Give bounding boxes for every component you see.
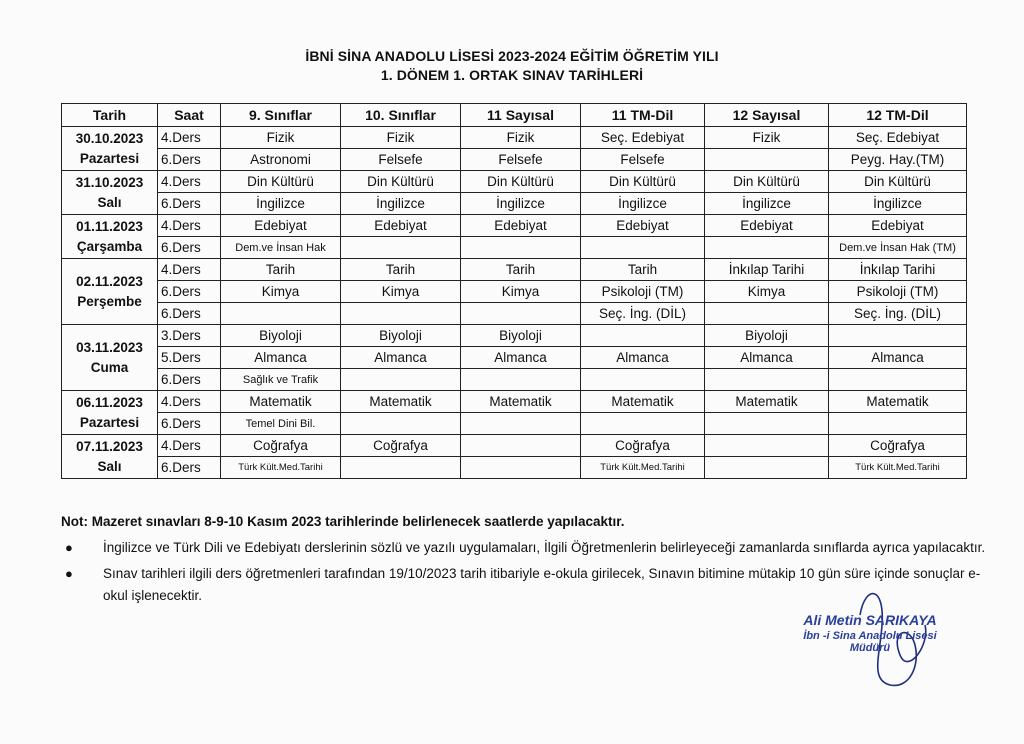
date-text: 06.11.2023 bbox=[76, 394, 143, 410]
exam-cell: Kimya bbox=[705, 281, 829, 303]
exam-cell: Tarih bbox=[221, 259, 341, 281]
exam-cell: Edebiyat bbox=[461, 215, 581, 237]
exam-cell: Tarih bbox=[341, 259, 461, 281]
weekday-text: Pazartesi bbox=[79, 150, 140, 166]
exam-cell: Coğrafya bbox=[341, 435, 461, 457]
column-header: 9. Sınıflar bbox=[221, 104, 341, 127]
period-cell: 6.Ders bbox=[158, 457, 221, 479]
exam-cell bbox=[581, 413, 705, 435]
exam-cell: İnkılap Tarihi bbox=[829, 259, 967, 281]
exam-cell: Astronomi bbox=[221, 149, 341, 171]
exam-cell: Almanca bbox=[581, 347, 705, 369]
period-cell: 4.Ders bbox=[158, 171, 221, 193]
exam-cell: Seç. İng. (DİL) bbox=[581, 303, 705, 325]
weekday-text: Çarşamba bbox=[76, 238, 143, 254]
exam-cell: Felsefe bbox=[581, 149, 705, 171]
exam-cell: Matematik bbox=[341, 391, 461, 413]
exam-cell: Almanca bbox=[221, 347, 341, 369]
exam-cell: Türk Kült.Med.Tarihi bbox=[829, 457, 967, 479]
exam-cell bbox=[341, 457, 461, 479]
exam-cell: Fizik bbox=[221, 127, 341, 149]
exam-cell: Biyoloji bbox=[461, 325, 581, 347]
period-cell: 6.Ders bbox=[158, 149, 221, 171]
period-cell: 4.Ders bbox=[158, 215, 221, 237]
document-title: İBNİ SİNA ANADOLU LİSESİ 2023-2024 EĞİTİM ÖĞRETİM YILI bbox=[305, 48, 719, 64]
period-cell: 5.Ders bbox=[158, 347, 221, 369]
weekday-text: Salı bbox=[97, 194, 122, 210]
exam-cell: Dem.ve İnsan Hak bbox=[221, 237, 341, 259]
table-row bbox=[62, 325, 967, 347]
exam-cell: Edebiyat bbox=[341, 215, 461, 237]
period-cell: 4.Ders bbox=[158, 435, 221, 457]
exam-cell: Din Kültürü bbox=[829, 171, 967, 193]
exam-cell: Psikoloji (TM) bbox=[829, 281, 967, 303]
exam-cell: Temel Dini Bil. bbox=[221, 413, 341, 435]
exam-cell: Felsefe bbox=[341, 149, 461, 171]
exam-cell: Biyoloji bbox=[221, 325, 341, 347]
period-cell: 4.Ders bbox=[158, 127, 221, 149]
exam-cell: Matematik bbox=[705, 391, 829, 413]
period-cell: 6.Ders bbox=[158, 237, 221, 259]
exam-cell bbox=[221, 303, 341, 325]
exam-cell: Almanca bbox=[461, 347, 581, 369]
exam-cell: İngilizce bbox=[461, 193, 581, 215]
date-cell bbox=[62, 259, 158, 325]
period-cell: 6.Ders bbox=[158, 281, 221, 303]
principal-name: Ali Metin SARIKAYA bbox=[803, 612, 937, 628]
exam-cell bbox=[705, 457, 829, 479]
date-text: 03.11.2023 bbox=[76, 339, 143, 355]
note-bullet-2-text: Sınav tarihleri ilgili ders öğretmenleri tarafından 19/10/2023 tarih itibariyle e-okula girilecek, Sınavın bitimine mütakip 10 gün süre içinde sonuçlar e-okul işlenecektir. bbox=[103, 566, 981, 603]
exam-cell: Coğrafya bbox=[581, 435, 705, 457]
exam-cell bbox=[705, 237, 829, 259]
exam-cell: Din Kültürü bbox=[581, 171, 705, 193]
exam-cell bbox=[829, 413, 967, 435]
exam-cell: Seç. İng. (DİL) bbox=[829, 303, 967, 325]
bullet-icon: ● bbox=[65, 540, 73, 555]
exam-cell bbox=[461, 413, 581, 435]
period-cell: 6.Ders bbox=[158, 193, 221, 215]
date-cell bbox=[62, 215, 158, 259]
exam-cell bbox=[705, 149, 829, 171]
exam-cell bbox=[461, 303, 581, 325]
exam-cell: İngilizce bbox=[221, 193, 341, 215]
date-cell bbox=[62, 391, 158, 435]
exam-cell bbox=[705, 435, 829, 457]
exam-cell bbox=[461, 237, 581, 259]
exam-cell bbox=[461, 457, 581, 479]
period-cell: 6.Ders bbox=[158, 303, 221, 325]
column-header: Saat bbox=[158, 104, 221, 127]
school-name: İbn -i Sina Anadolu Lisesi bbox=[803, 630, 937, 642]
note-bullet-1 bbox=[61, 537, 991, 559]
exam-cell: Edebiyat bbox=[829, 215, 967, 237]
table-row bbox=[62, 215, 967, 237]
exam-cell: Tarih bbox=[581, 259, 705, 281]
weekday-text: Salı bbox=[97, 458, 122, 474]
weekday-text: Perşembe bbox=[77, 293, 142, 309]
date-text: 30.10.2023 bbox=[75, 130, 144, 146]
column-header: Tarih bbox=[62, 104, 158, 127]
table-row bbox=[62, 127, 967, 149]
exam-cell: İngilizce bbox=[341, 193, 461, 215]
exam-cell: Dem.ve İnsan Hak (TM) bbox=[829, 237, 967, 259]
exam-cell bbox=[581, 325, 705, 347]
table-row bbox=[62, 391, 967, 413]
exam-cell: Din Kültürü bbox=[341, 171, 461, 193]
exam-cell: Türk Kült.Med.Tarihi bbox=[221, 457, 341, 479]
exam-cell: İnkılap Tarihi bbox=[705, 259, 829, 281]
exam-schedule-table bbox=[61, 103, 967, 479]
column-header: 10. Sınıflar bbox=[341, 104, 461, 127]
table-row bbox=[62, 193, 967, 215]
exam-cell bbox=[341, 237, 461, 259]
date-text: 01.11.2023 bbox=[76, 218, 143, 234]
table-row bbox=[62, 303, 967, 325]
exam-cell: İngilizce bbox=[705, 193, 829, 215]
column-header: 12 Sayısal bbox=[705, 104, 829, 127]
table-row bbox=[62, 369, 967, 391]
period-cell: 6.Ders bbox=[158, 413, 221, 435]
exam-cell: Matematik bbox=[829, 391, 967, 413]
exam-cell bbox=[461, 435, 581, 457]
exam-cell: Psikoloji (TM) bbox=[581, 281, 705, 303]
exam-cell: Edebiyat bbox=[705, 215, 829, 237]
exam-cell: Coğrafya bbox=[829, 435, 967, 457]
table-row bbox=[62, 259, 967, 281]
exam-cell bbox=[341, 303, 461, 325]
document-subtitle: 1. DÖNEM 1. ORTAK SINAV TARİHLERİ bbox=[380, 67, 644, 83]
exam-cell bbox=[461, 369, 581, 391]
column-header: 11 Sayısal bbox=[461, 104, 581, 127]
exam-cell bbox=[705, 303, 829, 325]
exam-cell: Kimya bbox=[221, 281, 341, 303]
exam-cell bbox=[581, 369, 705, 391]
table-row bbox=[62, 413, 967, 435]
exam-cell: İngilizce bbox=[581, 193, 705, 215]
exam-cell: Coğrafya bbox=[221, 435, 341, 457]
weekday-text: Cuma bbox=[90, 359, 129, 375]
date-cell bbox=[62, 127, 158, 171]
table-row bbox=[62, 281, 967, 303]
date-text: 07.11.2023 bbox=[76, 438, 143, 454]
exam-cell: Matematik bbox=[581, 391, 705, 413]
exam-cell: Peyg. Hay.(TM) bbox=[829, 149, 967, 171]
table-row bbox=[62, 457, 967, 479]
exam-cell bbox=[705, 369, 829, 391]
exam-cell: Din Kültürü bbox=[461, 171, 581, 193]
date-text: 31.10.2023 bbox=[75, 174, 144, 190]
exam-cell: Fizik bbox=[705, 127, 829, 149]
table-row bbox=[62, 237, 967, 259]
exam-cell: Biyoloji bbox=[705, 325, 829, 347]
column-header: 11 TM-Dil bbox=[581, 104, 705, 127]
exam-cell bbox=[341, 413, 461, 435]
exam-cell: Seç. Edebiyat bbox=[581, 127, 705, 149]
exam-cell: Edebiyat bbox=[581, 215, 705, 237]
exam-cell: Fizik bbox=[341, 127, 461, 149]
column-header: 12 TM-Dil bbox=[829, 104, 967, 127]
exam-cell: Felsefe bbox=[461, 149, 581, 171]
exam-cell: Kimya bbox=[341, 281, 461, 303]
exam-cell: Almanca bbox=[705, 347, 829, 369]
period-cell: 4.Ders bbox=[158, 259, 221, 281]
exam-cell: Din Kültürü bbox=[221, 171, 341, 193]
exam-cell: İngilizce bbox=[829, 193, 967, 215]
note-text: Not: Mazeret sınavları 8-9-10 Kasım 2023 tarihlerinde belirlenecek saatlerde yapılacaktır. bbox=[61, 514, 625, 529]
exam-cell bbox=[829, 369, 967, 391]
exam-cell bbox=[581, 237, 705, 259]
date-cell bbox=[62, 435, 158, 479]
exam-cell: Seç. Edebiyat bbox=[829, 127, 967, 149]
exam-cell: Edebiyat bbox=[221, 215, 341, 237]
period-cell: 4.Ders bbox=[158, 391, 221, 413]
table-row bbox=[62, 149, 967, 171]
exam-cell: Matematik bbox=[221, 391, 341, 413]
date-cell bbox=[62, 325, 158, 391]
date-cell bbox=[62, 171, 158, 215]
note-bullet-1-text: İngilizce ve Türk Dili ve Edebiyatı derslerinin sözlü ve yazılı uygulamaları, İlgili Öğretmenlerin belirleyeceği zamanlarda sınıflarda ayrıca yapılacaktır. bbox=[103, 540, 986, 555]
table-row bbox=[62, 435, 967, 457]
bullet-icon: ● bbox=[65, 566, 73, 581]
exam-cell: Almanca bbox=[341, 347, 461, 369]
table-body bbox=[62, 127, 967, 479]
exam-cell: Tarih bbox=[461, 259, 581, 281]
exam-cell: Biyoloji bbox=[341, 325, 461, 347]
weekday-text: Pazartesi bbox=[79, 414, 140, 430]
exam-cell: Fizik bbox=[461, 127, 581, 149]
exam-cell: Matematik bbox=[461, 391, 581, 413]
exam-cell: Sağlık ve Trafik bbox=[221, 369, 341, 391]
exam-cell bbox=[829, 325, 967, 347]
table-row bbox=[62, 347, 967, 369]
exam-cell: Almanca bbox=[829, 347, 967, 369]
date-text: 02.11.2023 bbox=[76, 273, 143, 289]
exam-cell bbox=[705, 413, 829, 435]
period-cell: 3.Ders bbox=[158, 325, 221, 347]
exam-cell: Türk Kült.Med.Tarihi bbox=[581, 457, 705, 479]
period-cell: 6.Ders bbox=[158, 369, 221, 391]
principal-role: Müdürü bbox=[849, 642, 891, 654]
exam-cell: Din Kültürü bbox=[705, 171, 829, 193]
exam-cell: Kimya bbox=[461, 281, 581, 303]
table-header-row bbox=[62, 104, 967, 127]
exam-cell bbox=[341, 369, 461, 391]
table-row bbox=[62, 171, 967, 193]
principal-stamp bbox=[780, 612, 960, 654]
